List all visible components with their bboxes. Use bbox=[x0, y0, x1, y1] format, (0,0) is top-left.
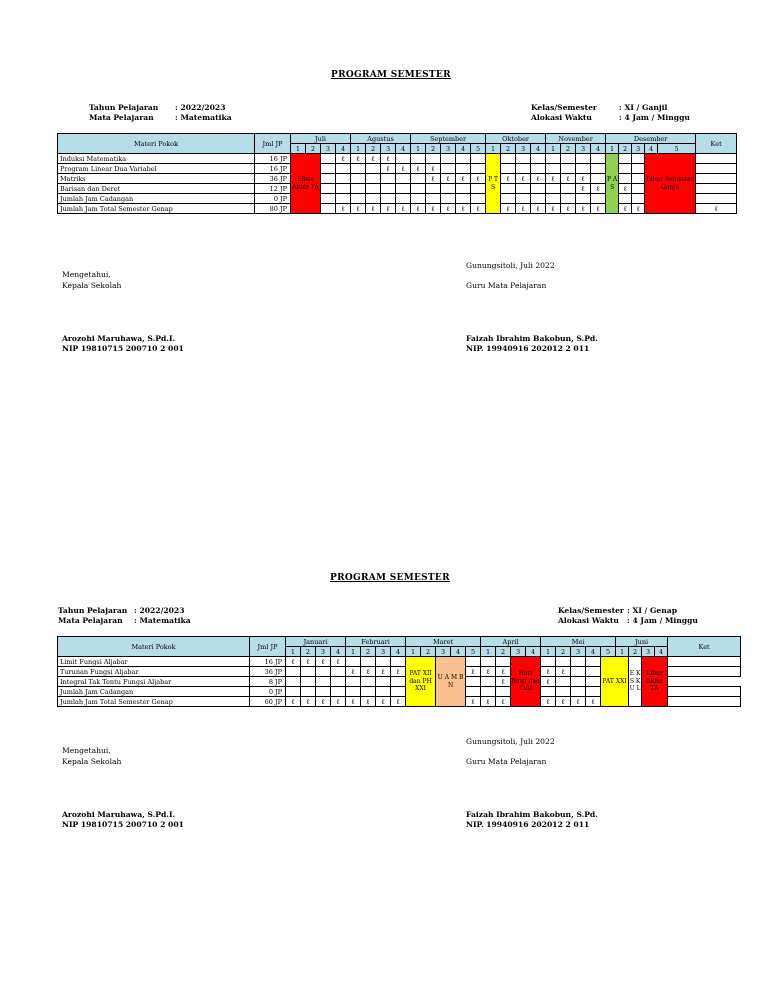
tick-mark: ℓ bbox=[546, 204, 561, 214]
tick-mark: ℓ bbox=[286, 657, 301, 667]
month-header: Maret bbox=[406, 637, 481, 647]
tick-mark: ℓ bbox=[591, 204, 606, 214]
tick-mark: ℓ bbox=[471, 174, 486, 184]
tick-mark: ℓ bbox=[481, 667, 496, 677]
tick-mark: ℓ bbox=[426, 204, 441, 214]
week-header: 4 bbox=[645, 144, 658, 154]
table-row bbox=[58, 184, 737, 194]
place-date: Gunungsitoli, Juli 2022 bbox=[466, 261, 555, 270]
table-row bbox=[58, 154, 737, 164]
month-header: Desember bbox=[606, 134, 696, 144]
jp-cell: 60 JP bbox=[250, 697, 286, 707]
week-header: 4 bbox=[451, 647, 466, 657]
week-header: 3 bbox=[511, 647, 526, 657]
week-header: 2 bbox=[561, 144, 576, 154]
table-row bbox=[58, 204, 737, 214]
materi-cell: Barisan dan Deret bbox=[58, 184, 255, 194]
tick-mark: ℓ bbox=[576, 204, 591, 214]
page-title: PROGRAM SEMESTER bbox=[331, 70, 451, 80]
header-jp: Jml JP bbox=[250, 637, 286, 657]
tahun-label: Tahun Pelajaran bbox=[89, 103, 159, 112]
header-materi: Materi Pokok bbox=[58, 134, 255, 154]
materi-cell: Program Linear Dua Variabel bbox=[58, 164, 255, 174]
header-ket: Ket bbox=[696, 134, 737, 154]
jp-cell: 8 JP bbox=[250, 677, 286, 687]
jp-cell: 16 JP bbox=[255, 164, 291, 174]
week-header: 3 bbox=[571, 647, 586, 657]
tick-mark: ℓ bbox=[396, 204, 411, 214]
tick-mark: ℓ bbox=[301, 697, 316, 707]
tick-mark: ℓ bbox=[531, 174, 546, 184]
week-header: 3 bbox=[376, 647, 391, 657]
tick-mark: ℓ bbox=[366, 154, 381, 164]
tick-mark: ℓ bbox=[391, 697, 406, 707]
header-jp: Jml JP bbox=[255, 134, 291, 154]
tick-mark: ℓ bbox=[316, 657, 331, 667]
tick-mark: ℓ bbox=[696, 204, 737, 214]
tick-mark: ℓ bbox=[496, 697, 511, 707]
week-header: 1 bbox=[411, 144, 426, 154]
tick-mark: ℓ bbox=[346, 667, 361, 677]
jp-cell: 16 JP bbox=[250, 657, 286, 667]
kepala-sekolah-label: Kepala Sekolah bbox=[62, 757, 122, 766]
tick-mark: ℓ bbox=[456, 174, 471, 184]
week-header: 2 bbox=[366, 144, 381, 154]
event-uambn: U A M B N bbox=[436, 657, 466, 707]
week-header: 4 bbox=[336, 144, 351, 154]
tick-mark: ℓ bbox=[301, 657, 316, 667]
week-header: 2 bbox=[496, 647, 511, 657]
tick-mark: ℓ bbox=[361, 667, 376, 677]
materi-cell: Matriks bbox=[58, 174, 255, 184]
tick-mark: ℓ bbox=[501, 174, 516, 184]
tick-mark: ℓ bbox=[516, 174, 531, 184]
guru-name: Faizah Ibrahim Bakobun, S.Pd. bbox=[466, 334, 598, 343]
jp-cell: 0 JP bbox=[255, 194, 291, 204]
tick-mark: ℓ bbox=[441, 174, 456, 184]
kepsek-nip: NIP 19810715 200710 2 001 bbox=[62, 344, 184, 353]
jp-cell: 36 JP bbox=[250, 667, 286, 677]
week-header: 5 bbox=[658, 144, 696, 154]
week-header: 2 bbox=[426, 144, 441, 154]
table-row bbox=[58, 174, 737, 184]
week-header: 1 bbox=[546, 144, 561, 154]
week-header: 1 bbox=[286, 647, 301, 657]
tick-mark: ℓ bbox=[466, 697, 481, 707]
week-header: 3 bbox=[381, 144, 396, 154]
tick-mark: ℓ bbox=[591, 184, 606, 194]
kepsek-nip: NIP 19810715 200710 2 001 bbox=[62, 820, 184, 829]
tick-mark: ℓ bbox=[619, 204, 632, 214]
tick-mark: ℓ bbox=[411, 164, 426, 174]
mengetahui-label: Mengetahui, bbox=[62, 746, 111, 755]
tick-mark: ℓ bbox=[346, 697, 361, 707]
tick-mark: ℓ bbox=[632, 204, 645, 214]
tick-mark: ℓ bbox=[586, 697, 601, 707]
week-header: 1 bbox=[346, 647, 361, 657]
tick-mark: ℓ bbox=[441, 204, 456, 214]
tick-mark: ℓ bbox=[381, 204, 396, 214]
week-header: 1 bbox=[406, 647, 421, 657]
week-header: 4 bbox=[655, 647, 668, 657]
tick-mark: ℓ bbox=[336, 204, 351, 214]
month-header: April bbox=[481, 637, 541, 647]
tick-mark: ℓ bbox=[316, 697, 331, 707]
kelas-label: Kelas/Semester bbox=[558, 606, 624, 615]
week-header: 2 bbox=[629, 647, 642, 657]
event-ekskul: E K S K U L bbox=[629, 657, 642, 707]
kelas-value: : XI / Genap bbox=[627, 606, 678, 615]
table-row bbox=[58, 194, 737, 204]
week-header: 1 bbox=[481, 647, 496, 657]
mengetahui-label: Mengetahui, bbox=[62, 270, 111, 279]
tick-mark: ℓ bbox=[561, 204, 576, 214]
materi-cell: Induksi Matematika bbox=[58, 154, 255, 164]
week-header: 3 bbox=[576, 144, 591, 154]
tick-mark: ℓ bbox=[541, 677, 556, 687]
tick-mark: ℓ bbox=[466, 667, 481, 677]
tick-mark: ℓ bbox=[361, 697, 376, 707]
tick-mark: ℓ bbox=[561, 174, 576, 184]
materi-cell: Jumlah Jam Total Semester Genap bbox=[58, 204, 255, 214]
week-header: 4 bbox=[531, 144, 546, 154]
event-pat-xii: PAT XII dan PH XXI bbox=[406, 657, 436, 707]
week-header: 4 bbox=[456, 144, 471, 154]
tick-mark: ℓ bbox=[619, 184, 632, 194]
month-header: Januari bbox=[286, 637, 346, 647]
month-header: Mei bbox=[541, 637, 616, 647]
tick-mark: ℓ bbox=[391, 667, 406, 677]
header-ket: Ket bbox=[668, 637, 741, 657]
week-header: 1 bbox=[606, 144, 619, 154]
tick-mark: ℓ bbox=[426, 164, 441, 174]
week-header: 3 bbox=[642, 647, 655, 657]
tick-mark: ℓ bbox=[456, 204, 471, 214]
month-header: Februari bbox=[346, 637, 406, 647]
program-semester-table bbox=[57, 133, 737, 214]
week-header: 1 bbox=[541, 647, 556, 657]
alokasi-value: : 4 Jam / Minggu bbox=[619, 113, 690, 122]
event-hari-raya: Hari Raya dan Cuti bbox=[511, 657, 541, 707]
event-libur-akhir: Libur Akhir TA bbox=[642, 657, 668, 707]
week-header: 3 bbox=[316, 647, 331, 657]
week-header: 3 bbox=[632, 144, 645, 154]
materi-cell: Jumlah Jam Cadangan bbox=[58, 194, 255, 204]
tick-mark: ℓ bbox=[556, 667, 571, 677]
month-header: November bbox=[546, 134, 606, 144]
week-header: 5 bbox=[601, 647, 616, 657]
tick-mark: ℓ bbox=[481, 697, 496, 707]
month-header: Juli bbox=[291, 134, 351, 144]
kelas-value: : XI / Ganjil bbox=[619, 103, 668, 112]
alokasi-label: Alokasi Waktu bbox=[531, 113, 592, 122]
mapel-label: Mata Pelajaran bbox=[89, 113, 154, 122]
month-header: Juni bbox=[616, 637, 668, 647]
alokasi-label: Alokasi Waktu bbox=[558, 616, 619, 625]
week-header: 4 bbox=[526, 647, 541, 657]
guru-nip: NIP. 19940916 202012 2 011 bbox=[466, 344, 590, 353]
tick-mark: ℓ bbox=[351, 204, 366, 214]
week-header: 1 bbox=[351, 144, 366, 154]
tick-mark: ℓ bbox=[286, 697, 301, 707]
week-header: 1 bbox=[486, 144, 501, 154]
guru-name: Faizah Ibrahim Bakobun, S.Pd. bbox=[466, 810, 598, 819]
event-pas: P A S bbox=[606, 154, 619, 214]
guru-label: Guru Mata Pelajaran bbox=[466, 281, 547, 290]
mapel-value: : Matematika bbox=[175, 113, 232, 122]
tick-mark: ℓ bbox=[571, 697, 586, 707]
tick-mark: ℓ bbox=[331, 657, 346, 667]
tick-mark: ℓ bbox=[381, 164, 396, 174]
month-header: September bbox=[411, 134, 486, 144]
jp-cell: 0 JP bbox=[250, 687, 286, 697]
week-header: 1 bbox=[291, 144, 306, 154]
week-header: 4 bbox=[396, 144, 411, 154]
tick-mark: ℓ bbox=[556, 697, 571, 707]
table-row bbox=[58, 164, 737, 174]
week-header: 4 bbox=[391, 647, 406, 657]
jp-cell: 12 JP bbox=[255, 184, 291, 194]
mapel-label: Mata Pelajaran bbox=[58, 616, 123, 625]
tick-mark: ℓ bbox=[396, 164, 411, 174]
jp-cell: 80 JP bbox=[255, 204, 291, 214]
page-title: PROGRAM SEMESTER bbox=[330, 573, 450, 583]
alokasi-value: : 4 Jam / Minggu bbox=[627, 616, 698, 625]
materi-cell: Limit Fungsi Aljabar bbox=[58, 657, 250, 667]
kelas-label: Kelas/Semester bbox=[531, 103, 597, 112]
week-header: 4 bbox=[586, 647, 601, 657]
place-date: Gunungsitoli, Juli 2022 bbox=[466, 737, 555, 746]
table-row bbox=[58, 657, 741, 667]
tick-mark: ℓ bbox=[576, 174, 591, 184]
guru-label: Guru Mata Pelajaran bbox=[466, 757, 547, 766]
month-header: Oktober bbox=[486, 134, 546, 144]
week-header: 2 bbox=[501, 144, 516, 154]
tick-mark: ℓ bbox=[351, 154, 366, 164]
tick-mark: ℓ bbox=[496, 677, 511, 687]
tick-mark: ℓ bbox=[541, 697, 556, 707]
jp-cell: 36 JP bbox=[255, 174, 291, 184]
jp-cell: 16 JP bbox=[255, 154, 291, 164]
tick-mark: ℓ bbox=[331, 697, 346, 707]
week-header: 2 bbox=[361, 647, 376, 657]
month-header: Agustus bbox=[351, 134, 411, 144]
header-materi: Materi Pokok bbox=[58, 637, 250, 657]
tahun-value: : 2022/2023 bbox=[134, 606, 185, 615]
mapel-value: : Matematika bbox=[134, 616, 191, 625]
week-header: 3 bbox=[321, 144, 336, 154]
tick-mark: ℓ bbox=[501, 204, 516, 214]
tahun-label: Tahun Pelajaran bbox=[58, 606, 128, 615]
tick-mark: ℓ bbox=[376, 667, 391, 677]
week-header: 3 bbox=[436, 647, 451, 657]
kepsek-name: Arozohi Maruhawa, S.Pd.I. bbox=[62, 810, 176, 819]
tick-mark: ℓ bbox=[366, 204, 381, 214]
event-pat-xi: PAT XXI bbox=[601, 657, 629, 707]
tick-mark: ℓ bbox=[426, 174, 441, 184]
materi-cell: Jumlah Jam Total Semester Genap bbox=[58, 697, 250, 707]
tick-mark: ℓ bbox=[516, 204, 531, 214]
tick-mark: ℓ bbox=[541, 667, 556, 677]
week-header: 2 bbox=[306, 144, 321, 154]
event-libur-semester: Libur Semester Ganjil bbox=[645, 154, 696, 214]
tick-mark: ℓ bbox=[471, 204, 486, 214]
tick-mark: ℓ bbox=[336, 154, 351, 164]
week-header: 3 bbox=[441, 144, 456, 154]
week-header: 2 bbox=[421, 647, 436, 657]
tick-mark: ℓ bbox=[531, 204, 546, 214]
program-semester-table bbox=[57, 636, 741, 707]
materi-cell: Jumlah Jam Cadangan bbox=[58, 687, 250, 697]
week-header: 2 bbox=[301, 647, 316, 657]
tick-mark: ℓ bbox=[576, 184, 591, 194]
tick-mark: ℓ bbox=[546, 174, 561, 184]
materi-cell: Turunan Fungsi Aljabar bbox=[58, 667, 250, 677]
guru-nip: NIP. 19940916 202012 2 011 bbox=[466, 820, 590, 829]
tick-mark: ℓ bbox=[411, 204, 426, 214]
week-header: 1 bbox=[616, 647, 629, 657]
week-header: 3 bbox=[516, 144, 531, 154]
week-header: 4 bbox=[331, 647, 346, 657]
kepala-sekolah-label: Kepala Sekolah bbox=[62, 281, 122, 290]
event-pts: P T S bbox=[486, 154, 501, 214]
tahun-value: : 2022/2023 bbox=[175, 103, 226, 112]
tick-mark: ℓ bbox=[381, 154, 396, 164]
week-header: 2 bbox=[619, 144, 632, 154]
week-header: 5 bbox=[471, 144, 486, 154]
week-header: 2 bbox=[556, 647, 571, 657]
event-libur-akhir: Libur Akhir TA bbox=[291, 154, 321, 214]
week-header: 5 bbox=[466, 647, 481, 657]
kepsek-name: Arozohi Maruhawa, S.Pd.I. bbox=[62, 334, 176, 343]
tick-mark: ℓ bbox=[376, 697, 391, 707]
materi-cell: Integral Tak Tentu Fungsi Aljabar bbox=[58, 677, 250, 687]
tick-mark: ℓ bbox=[496, 667, 511, 677]
week-header: 4 bbox=[591, 144, 606, 154]
